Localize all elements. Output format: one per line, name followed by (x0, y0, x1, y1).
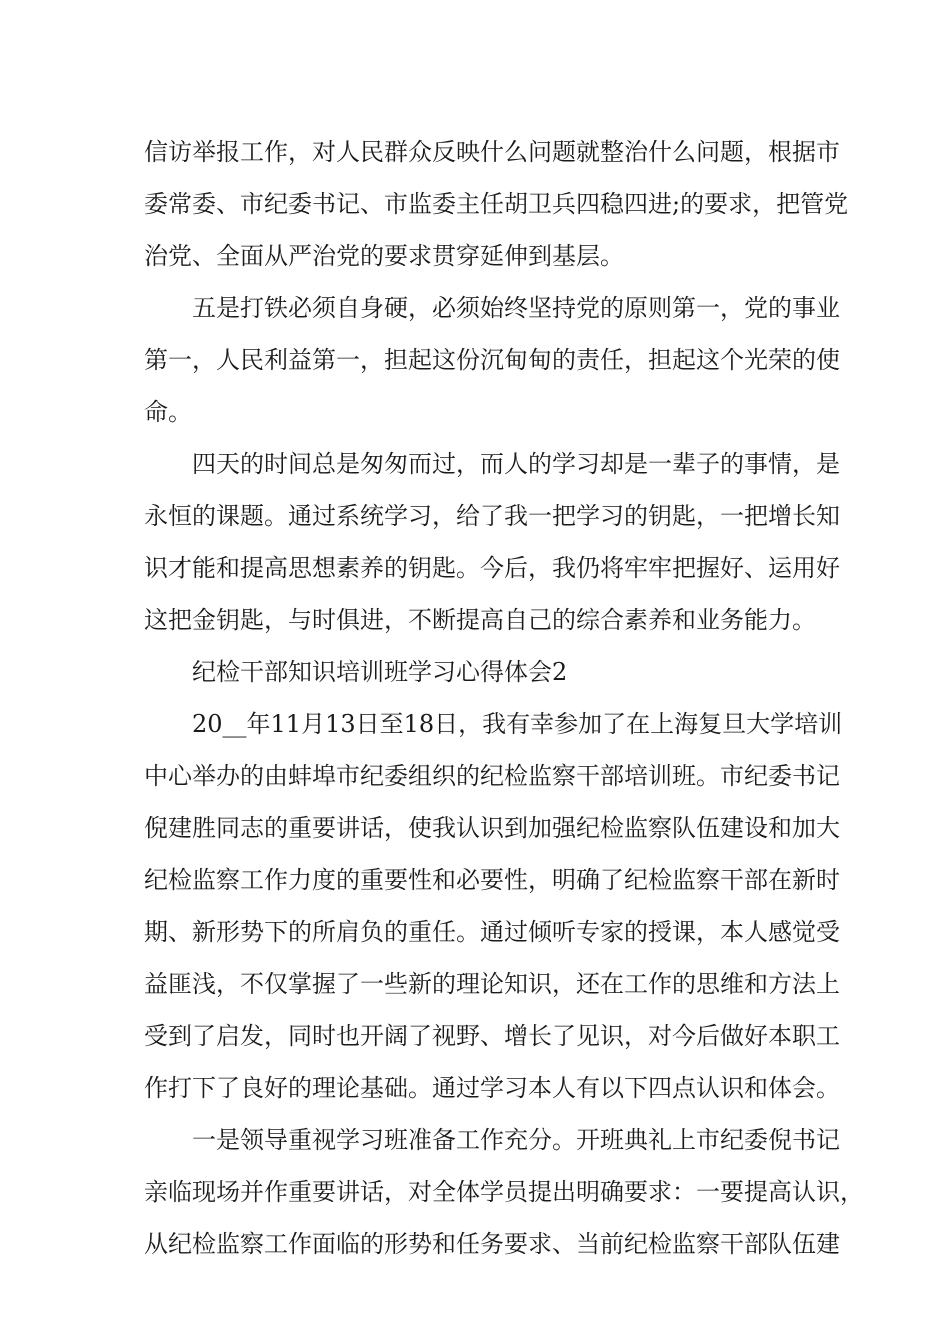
text-line: 第一，人民利益第一，担起这份沉甸甸的责任，担起这个光荣的使 (144, 346, 840, 374)
text-line: 亲临现场并作重要讲话，对全体学员提出明确要求：一要提高认识， (144, 1178, 864, 1206)
text-line: 纪检监察工作力度的重要性和必要性，明确了纪检监察干部在新时 (144, 866, 840, 894)
text-line: 倪建胜同志的重要讲话，使我认识到加强纪检监察队伍建设和加大 (144, 814, 840, 842)
text-line: 治党、全面从严治党的要求贯穿延伸到基层。 (144, 242, 624, 270)
section-heading: 纪检干部知识培训班学习心得体会2 (192, 658, 568, 686)
document-body (144, 126, 864, 1270)
text-line: 期、新形势下的所肩负的重任。通过倾听专家的授课，本人感觉受 (144, 918, 840, 946)
text-line: 受到了启发，同时也开阔了视野、增长了见识，对今后做好本职工 (144, 1022, 840, 1050)
text-line: 信访举报工作，对人民群众反映什么问题就整治什么问题，根据市 (144, 138, 840, 166)
text-line: 中心举办的由蚌埠市纪委组织的纪检监察干部培训班。市纪委书记 (144, 762, 840, 790)
text-line: 益匪浅，不仅掌握了一些新的理论知识，还在工作的思维和方法上 (144, 970, 840, 998)
text-line: 这把金钥匙，与时俱进，不断提高自己的综合素养和业务能力。 (144, 606, 816, 634)
text-line: 识才能和提高思想素养的钥匙。今后，我仍将牢牢把握好、运用好 (144, 554, 840, 582)
paragraph-start-line: 一是领导重视学习班准备工作充分。开班典礼上市纪委倪书记 (192, 1126, 840, 1154)
text-line: 永恒的课题。通过系统学习，给了我一把学习的钥匙，一把增长知 (144, 502, 840, 530)
text-line: 命。 (144, 398, 192, 426)
text-line: 委常委、市纪委书记、市监委主任胡卫兵四稳四进;的要求，把管党 (144, 190, 849, 218)
text-line: 作打下了良好的理论基础。通过学习本人有以下四点认识和体会。 (144, 1074, 840, 1102)
paragraph-start-line: 五是打铁必须自身硬，必须始终坚持党的原则第一，党的事业 (192, 294, 840, 322)
paragraph-start-line: 四天的时间总是匆匆而过，而人的学习却是一辈子的事情，是 (192, 450, 840, 478)
paragraph-start-line: 20__年11月13日至18日，我有幸参加了在上海复旦大学培训 (192, 710, 843, 738)
text-line: 从纪检监察工作面临的形势和任务要求、当前纪检监察干部队伍建 (144, 1230, 840, 1258)
